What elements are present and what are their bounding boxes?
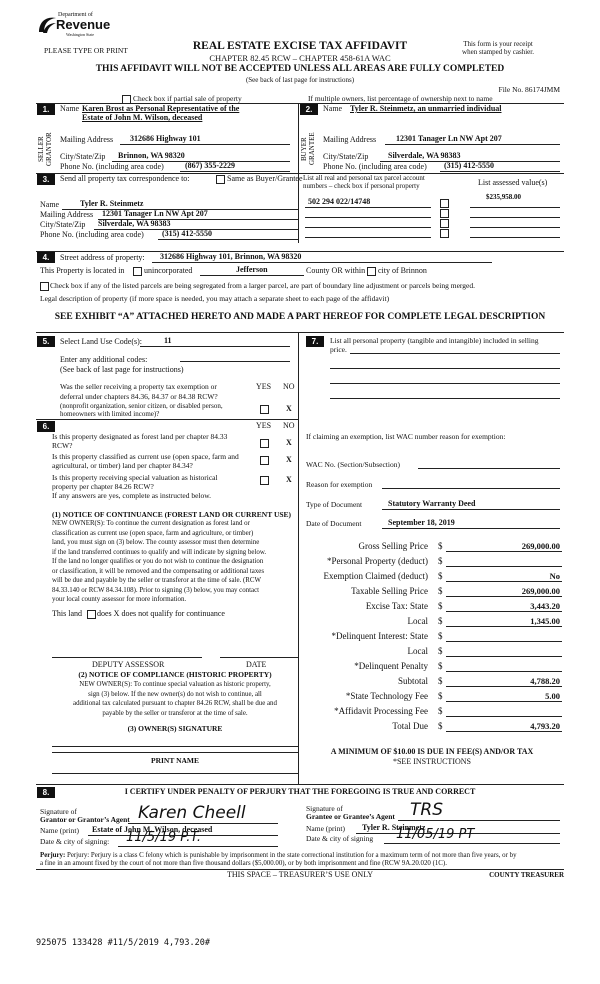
buyer-name: Tyler R. Steinmetz, an unmarried individual <box>350 104 502 113</box>
doc-type[interactable]: Statutory Warranty Deed <box>388 499 476 508</box>
deputy-assessor-label: DEPUTY ASSESSOR <box>92 660 165 669</box>
wac-line[interactable] <box>418 468 560 469</box>
grantor-signature-line <box>128 823 278 824</box>
tax-row-currency: $ <box>438 631 443 641</box>
legal-description-label: Legal description of property (if more space is needed, you may attach a separate sheet to each page of the affidavit) <box>40 294 390 303</box>
seller-mailing-label: Mailing Address <box>60 135 114 144</box>
additional-codes-label: Enter any additional codes: <box>60 355 148 364</box>
tax-row-line <box>446 626 562 627</box>
buyer-city[interactable]: Silverdale, WA 98383 <box>388 151 461 160</box>
tax-row-line <box>446 641 562 642</box>
s5-q1-line-2: deferral under chapters 84.36, 84.37 or 84.38 RCW? <box>60 392 218 401</box>
print-name-line[interactable] <box>52 773 298 774</box>
unincorporated-checkbox[interactable] <box>133 267 142 276</box>
seller-name-line-2: Estate of John M. Wilson, deceased <box>82 113 203 122</box>
s6-q2-line-1: Is this property classified as current use (open space, farm and <box>52 452 239 461</box>
personal-property-line-4[interactable] <box>330 398 560 399</box>
dor-logo <box>36 12 111 42</box>
segregated-label: Check box if any of the listed parcels are being segregated from a larger parcel, are part of boundary line adjustment or parcels being merged. <box>50 281 475 290</box>
dept-line-2: Revenue <box>56 17 111 32</box>
city-of-label: city of Brinnon <box>378 266 427 275</box>
underline <box>440 171 560 172</box>
seller-name-line-1: Karen Brost as Personal Representative of the <box>82 104 240 113</box>
underline <box>140 346 290 347</box>
exhibit-note: SEE EXHIBIT “A” ATTACHED HERETO AND MADE A PART HEREOF FOR COMPLETE LEGAL DESCRIPTION <box>54 312 546 322</box>
street-address[interactable]: 312686 Highway 101, Brinnon, WA 98320 <box>160 252 302 261</box>
this-land-label: This land <box>52 609 82 618</box>
grantor-date[interactable]: 11/5/19 P.T. <box>126 830 201 845</box>
notice1-line: will be due and payable by the seller or transferor at the time of sale. (RCW <box>52 577 261 584</box>
grantor-date-label: Date & city of signing: <box>40 837 110 846</box>
land-use-code[interactable]: 11 <box>164 336 172 345</box>
personal-property-checkbox-1[interactable] <box>440 199 449 208</box>
notice1-line: classification as current use (open space, farm and agriculture, or timber) <box>52 529 254 537</box>
tax-row-currency: $ <box>438 691 443 701</box>
grantee-name-label: Name (print) <box>306 824 345 833</box>
s5-q1-line-1: Was the seller receiving a property tax exemption or <box>60 382 217 391</box>
tax-row-value[interactable]: 5.00 <box>545 691 560 701</box>
s6-q3-answer[interactable]: X <box>286 475 292 484</box>
divider <box>36 332 564 333</box>
grantee-signature-label-1: Signature of <box>306 804 343 813</box>
tax-row-currency: $ <box>438 646 443 656</box>
assessed-value[interactable]: $235,958.00 <box>486 193 521 201</box>
underline <box>158 239 298 240</box>
notice1-line: your local county assessor for more information. <box>52 596 187 603</box>
buyer-mailing[interactable]: 12301 Tanager Ln NW Apt 207 <box>396 134 502 143</box>
section-6-number: 6. <box>37 421 55 432</box>
s3-phone[interactable]: (315) 412-5550 <box>162 229 212 238</box>
section-1-number: 1. <box>37 104 55 115</box>
tax-row-currency: $ <box>438 616 443 626</box>
buyer-side-label: BUYER GRANTEE <box>300 132 316 166</box>
divider <box>298 173 299 243</box>
buyer-city-label: City/State/Zip <box>323 152 369 161</box>
s5-q1-line-4: homeowners with limited income)? <box>60 410 160 418</box>
deputy-assessor-line <box>52 657 202 658</box>
seller-phone-label: Phone No. (including area code) <box>60 162 164 171</box>
tax-row-value[interactable]: No <box>549 571 560 581</box>
send-correspondence-label: Send all property tax correspondence to: <box>60 174 190 183</box>
tax-row-label: *Delinquent Interest: State <box>331 631 428 641</box>
tax-row-line <box>446 686 562 687</box>
tax-row-label: Local <box>407 616 428 626</box>
tax-row-value[interactable]: 269,000.00 <box>521 541 560 551</box>
tax-row-value[interactable]: 4,793.20 <box>530 721 560 731</box>
divider <box>36 784 564 785</box>
parcel-line-2 <box>305 217 431 218</box>
land-use-label: Select Land Use Code(s): <box>60 337 142 346</box>
minimum-note-1: A MINIMUM OF $10.00 IS DUE IN FEE(S) AND/OR TAX <box>330 747 534 756</box>
buyer-phone[interactable]: (315) 412-5550 <box>444 161 494 170</box>
deputy-date-line <box>220 657 298 658</box>
seller-phone[interactable]: (867) 355-2229 <box>185 161 235 170</box>
grantee-signature-line <box>398 820 560 821</box>
divider <box>298 103 299 173</box>
s6-q1-line-1: Is this property designated as forest land per chapter 84.33 <box>52 432 228 441</box>
tax-row-value[interactable]: 4,788.20 <box>530 676 560 686</box>
s6-q3-line-2: property per chapter 84.26 RCW? <box>52 482 154 491</box>
personal-property-line-3[interactable] <box>330 383 560 384</box>
unincorporated-label: unincorporated <box>144 266 193 275</box>
dor-logo-mark-icon <box>36 14 58 36</box>
tax-calculation-table <box>300 540 564 735</box>
grantee-date[interactable]: 11/05/19 PT <box>396 827 475 842</box>
located-label: This Property is located in <box>40 266 125 275</box>
s3-name[interactable]: Tyler R. Steinmetz <box>80 199 144 208</box>
county-treasurer-label: COUNTY TREASURER <box>489 871 564 879</box>
perjury-note-1: Perjury: Perjury: Perjury is a class C felony which is punishable by imprisonment in the state correctional institution for a maximum term of not more than five years, or by <box>40 852 517 859</box>
tax-row-currency: $ <box>438 661 443 671</box>
divider <box>36 419 298 420</box>
personal-property-label-2: price. <box>330 345 347 354</box>
same-as-buyer-label: Same as Buyer/Grantee <box>227 174 303 183</box>
print-name-label: PRINT NAME <box>151 756 199 765</box>
owner-signature-line-2[interactable] <box>52 752 298 753</box>
tax-row-currency: $ <box>438 676 443 686</box>
minimum-note-2: *SEE INSTRUCTIONS <box>392 757 471 766</box>
perjury-note-2: a fine in an amount fixed by the court of not more than five thousand dollars ($5,000.00), or by both imprisonment and fine (RCW 9A.20.020 (1C). <box>40 860 447 867</box>
tax-row-line <box>446 731 562 732</box>
parcel-label-2: numbers – check box if personal property <box>303 182 420 190</box>
tax-row-line <box>446 596 562 597</box>
deputy-date-label: DATE <box>246 660 267 669</box>
receipt-stamp-line: 925075 133428 #11/5/2019 4,793.20# <box>36 938 210 948</box>
underline <box>384 843 560 844</box>
notice-1-title: (1) NOTICE OF CONTINUANCE (FOREST LAND OR CURRENT USE) <box>52 510 292 519</box>
buyer-phone-label: Phone No. (including area code) <box>323 162 427 171</box>
wac-label: WAC No. (Section/Subsection) <box>306 460 400 469</box>
assessed-line-3 <box>470 227 560 228</box>
tax-row-label: *Personal Property (deduct) <box>327 556 428 566</box>
seller-name-label: Name <box>60 104 80 113</box>
section-5-number: 5. <box>37 336 55 347</box>
section-2-number: 2. <box>300 104 318 115</box>
parcel-number[interactable]: 502 294 022/14748 <box>308 197 371 206</box>
section-8-number: 8. <box>37 787 55 798</box>
form-warning: THIS AFFIDAVIT WILL NOT BE ACCEPTED UNLESS ALL AREAS ARE FULLY COMPLETED <box>95 64 505 74</box>
assessed-line-1 <box>470 207 560 208</box>
owner-signature-line[interactable] <box>52 746 298 747</box>
tax-row-label: Gross Selling Price <box>358 541 428 551</box>
underline <box>180 171 290 172</box>
tax-row-line <box>446 656 562 657</box>
notice1-line: 84.33.140 or RCW 84.34.108). Prior to signing (3) below, you may contact <box>52 586 260 594</box>
county-name[interactable]: Jefferson <box>236 265 268 274</box>
grantee-signature[interactable]: TRS <box>410 800 443 820</box>
form-title: REAL ESTATE EXCISE TAX AFFIDAVIT <box>192 40 408 52</box>
tax-row-line <box>446 566 562 567</box>
tax-row-label: Local <box>407 646 428 656</box>
does-qualify-label: does X does not qualify for continuance <box>97 609 225 618</box>
s6-q2-answer[interactable]: X <box>286 455 292 464</box>
tax-row-label: *Delinquent Penalty <box>354 661 428 671</box>
doc-date[interactable]: September 18, 2019 <box>388 518 455 527</box>
tax-row-value[interactable]: 3,443.20 <box>530 601 560 611</box>
underline <box>200 275 304 276</box>
notice-2-title: (2) NOTICE OF COMPLIANCE (HISTORIC PROPERTY) <box>78 670 272 679</box>
tax-row-label: *State Technology Fee <box>345 691 428 701</box>
underline <box>120 144 290 145</box>
parcel-line-4 <box>305 237 431 238</box>
grantor-signature-label-1: Signature of <box>40 807 77 816</box>
s6-yes-header: YES <box>256 421 272 430</box>
grantor-signature-label-2: Grantor or Grantor’s Agent <box>40 815 130 824</box>
underline <box>118 846 278 847</box>
reason-line[interactable] <box>382 488 560 489</box>
notice1-line: If the land no longer qualifies or you do not wish to continue the designation <box>52 558 264 565</box>
s6-q2-yes-checkbox[interactable] <box>260 456 269 465</box>
notice1-line: NEW OWNER(S): To continue the current designation as forest land or <box>52 520 250 527</box>
underline <box>382 509 560 510</box>
tax-row-line <box>446 671 562 672</box>
divider <box>298 332 299 784</box>
tax-row-line <box>446 551 562 552</box>
assessed-line-2 <box>470 217 560 218</box>
tax-row-currency: $ <box>438 721 443 731</box>
doc-date-label: Date of Document <box>306 519 362 528</box>
form-chapter: CHAPTER 82.45 RCW – CHAPTER 458-61A WAC <box>209 53 391 63</box>
section-4-number: 4. <box>37 252 55 263</box>
tax-row-label: Exemption Claimed (deduct) <box>323 571 428 581</box>
s5-q1-line-3: (nonprofit organization, senior citizen, or disabled person, <box>60 402 223 410</box>
notice2-line: NEW OWNER(S): To continue special valuation as historic property, <box>79 681 271 688</box>
street-address-label: Street address of property: <box>60 253 145 262</box>
notice2-line: additional tax calculated pursuant to chapter 84.26 RCW, shall be due and <box>73 700 277 707</box>
receipt-note-1: This form is your receipt <box>463 40 533 48</box>
personal-property-line-1[interactable] <box>350 353 560 354</box>
tax-row-value[interactable]: 269,000.00 <box>521 586 560 596</box>
s5-yes-header: YES <box>256 382 272 391</box>
s6-q3-line-1: Is this property receiving special valuation as historical <box>52 473 218 482</box>
s6-note: If any answers are yes, complete as instructed below. <box>52 491 212 500</box>
notice1-line: or classification, it will be removed and the compensating or additional taxes <box>52 567 265 575</box>
owner-signature-label: (3) OWNER(S) SIGNATURE <box>127 724 223 733</box>
assessed-line-4 <box>470 237 560 238</box>
personal-property-checkbox-3[interactable] <box>440 219 449 228</box>
tax-row-label: Subtotal <box>397 676 428 686</box>
tax-row-currency: $ <box>438 541 443 551</box>
parcel-label-1: List all real and personal tax parcel account <box>303 174 425 182</box>
reason-label: Reason for exemption <box>306 480 373 489</box>
tax-row-line <box>446 701 562 702</box>
multiple-owners-note: If multiple owners, list percentage of ownership next to name <box>308 94 493 103</box>
tax-row-currency: $ <box>438 601 443 611</box>
notice2-line: sign (3) below. If the new owner(s) do not wish to continue, all <box>88 690 262 698</box>
tax-row-label: *Affidavit Processing Fee <box>334 706 428 716</box>
s5-no-header: NO <box>283 382 295 391</box>
dept-line-3: Washington State <box>66 32 95 37</box>
s6-q1-answer[interactable]: X <box>286 438 292 447</box>
personal-property-label-1: List all personal property (tangible and intangible) included in selling <box>330 336 539 345</box>
doc-type-label: Type of Document <box>306 500 363 509</box>
section-3-number: 3. <box>37 174 55 185</box>
underline <box>180 361 290 362</box>
tax-row-label: Taxable Selling Price <box>351 586 428 596</box>
tax-row-currency: $ <box>438 586 443 596</box>
exemption-label: If claiming an exemption, list WAC number reason for exemption: <box>306 432 506 441</box>
does-qualify-checkbox[interactable] <box>87 610 96 619</box>
seller-city[interactable]: Brinnon, WA 98320 <box>118 151 185 160</box>
grantee-name[interactable]: Tyler R. Steinmetz <box>362 823 426 832</box>
s3-city[interactable]: Silverdale, WA 98383 <box>98 219 171 228</box>
tax-row-line <box>446 611 562 612</box>
file-number: File No. 86174JMM <box>498 85 560 94</box>
segregated-checkbox[interactable] <box>40 282 49 291</box>
county-label: County OR within <box>306 266 366 275</box>
s6-q2-line-2: agricultural, or timber) land per chapter 84.34? <box>52 461 193 470</box>
s3-mailing[interactable]: 12301 Tanager Ln NW Apt 207 <box>102 209 208 218</box>
assessed-value-label: List assessed value(s) <box>478 178 548 187</box>
underline <box>385 144 560 145</box>
receipt-note-2: when stamped by cashier. <box>462 48 534 56</box>
print-note: PLEASE TYPE OR PRINT <box>44 46 128 55</box>
s5-q1-yes-checkbox[interactable] <box>260 405 269 414</box>
section-7-number: 7. <box>306 336 324 347</box>
seller-city-label: City/State/Zip <box>60 152 106 161</box>
s6-no-header: NO <box>283 421 295 430</box>
tax-row-currency: $ <box>438 706 443 716</box>
seller-mailing[interactable]: 312686 Highway 101 <box>130 134 201 143</box>
partial-sale-label: Check box if partial sale of property <box>133 94 242 103</box>
seller-side-label: SELLER GRANTOR <box>37 132 53 166</box>
buyer-mailing-label: Mailing Address <box>323 135 377 144</box>
grantor-signature[interactable]: Karen Cheell <box>138 803 246 823</box>
s3-name-label: Name <box>40 200 60 209</box>
certify-statement: I CERTIFY UNDER PENALTY OF PERJURY THAT THE FOREGOING IS TRUE AND CORRECT <box>124 787 476 796</box>
underline <box>382 528 560 529</box>
tax-row-label: Total Due <box>392 721 428 731</box>
notice1-line: if the land transferred continues to qualify and will indicate by signing below. <box>52 548 267 556</box>
s6-q3-yes-checkbox[interactable] <box>260 476 269 485</box>
s3-phone-label: Phone No. (including area code) <box>40 230 144 239</box>
grantee-signature-label-2: Grantee or Grantee’s Agent <box>306 812 395 821</box>
additional-codes-note: (See back of last page for instructions) <box>60 365 184 374</box>
s5-q1-answer[interactable]: X <box>286 404 292 413</box>
notice1-line: land, you must sign on (3) below. The county assessor must then determine <box>52 539 260 546</box>
grantor-name[interactable]: Estate of John M. Wilson, deceased <box>92 825 213 834</box>
same-as-buyer-checkbox[interactable] <box>216 175 225 184</box>
tax-row-line <box>446 716 562 717</box>
tax-row-value[interactable]: 1,345.00 <box>530 616 560 626</box>
dept-line-1: Department of <box>58 12 93 18</box>
s3-city-label: City/State/Zip <box>40 220 86 229</box>
treasurer-use-label: THIS SPACE – TREASURER’S USE ONLY <box>226 870 374 879</box>
tax-row-currency: $ <box>438 556 443 566</box>
tax-row-currency: $ <box>438 571 443 581</box>
grantee-date-label: Date & city of signing <box>306 834 374 843</box>
buyer-name-label: Name <box>323 104 343 113</box>
tax-row-label: Excise Tax: State <box>365 601 428 611</box>
notice2-line: payable by the seller or transferor at the time of sale. <box>102 709 248 717</box>
grantor-name-label: Name (print) <box>40 826 79 835</box>
parcel-line-1 <box>305 207 431 208</box>
personal-property-line-2[interactable] <box>330 368 560 369</box>
tax-row-line <box>446 581 562 582</box>
parcel-line-3 <box>305 227 431 228</box>
s3-mailing-label: Mailing Address <box>40 210 94 219</box>
underline <box>152 262 492 263</box>
see-back-note: (See back of last page for instructions) <box>245 76 355 84</box>
within-city-checkbox[interactable] <box>367 267 376 276</box>
personal-property-checkbox-2[interactable] <box>440 209 449 218</box>
s6-q1-yes-checkbox[interactable] <box>260 439 269 448</box>
s6-q1-line-2: RCW? <box>52 441 73 450</box>
personal-property-checkbox-4[interactable] <box>440 229 449 238</box>
